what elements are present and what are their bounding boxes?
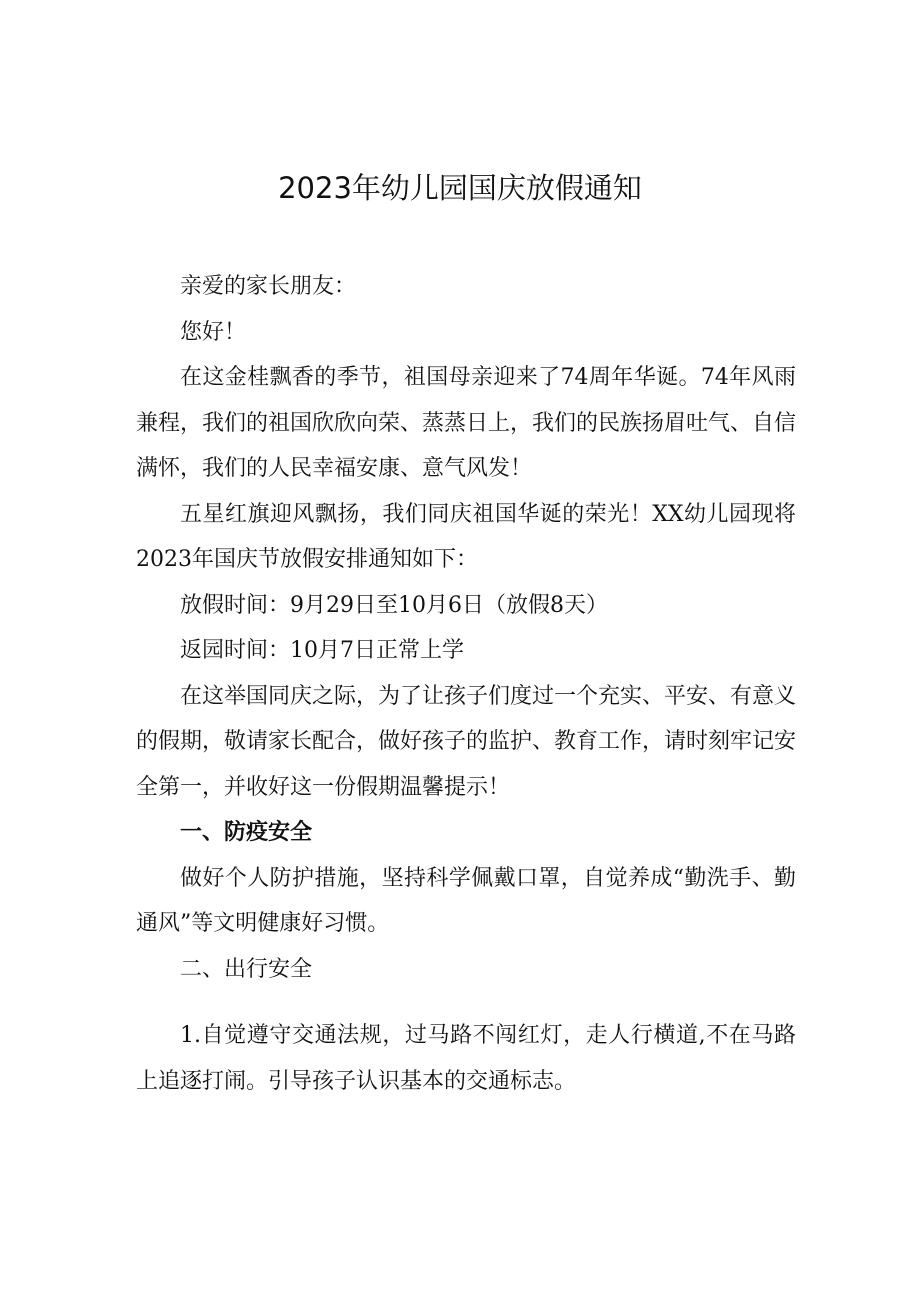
travel-item-1: 1.自觉遵守交通法规，过马路不闯红灯，走人行横道,不在马路上追逐打闹。引导孩子认识基本的交通标志。 bbox=[136, 1023, 796, 1094]
holiday-time: 放假时间：9月29日至10月6日（放假8天） bbox=[180, 592, 608, 618]
paragraph-reminder: 在这举国同庆之际，为了让孩子们度过一个充实、平安、有意义的假期，敬请家长配合，做好孩子的监护、教育工作，请时刻牢记安全第一，并收好这一份假期温馨提示！ bbox=[136, 683, 797, 800]
return-time: 返园时间：10月7日正常上学 bbox=[180, 638, 464, 663]
section-heading-travel: 二、出行安全 bbox=[180, 956, 313, 982]
greeting: 亲爱的家长朋友： bbox=[180, 274, 357, 299]
document-title: 2023年幼儿园国庆放假通知 bbox=[278, 171, 642, 205]
hello: 您好！ bbox=[180, 319, 247, 345]
section-text-epidemic: 做好个人防护措施，坚持科学佩戴口罩，自觉养成“勤洗手、勤通风”等文明健康好习惯。 bbox=[136, 865, 796, 936]
section-heading-epidemic: 一、防疫安全 bbox=[180, 820, 313, 845]
paragraph-announcement: 五星红旗迎风飘扬，我们同庆祖国华诞的荣光！XX幼儿园现将2023年国庆节放假安排通知如下： bbox=[136, 501, 796, 572]
paragraph-anniversary: 在这金桂飘香的季节，祖国母亲迎来了74周年华诞。74年风雨兼程，我们的祖国欣欣向荣、蒸蒸日上，我们的民族扬眉吐气、自信满怀，我们的人民幸福安康、意气风发！ bbox=[136, 365, 797, 481]
document-body bbox=[136, 264, 796, 1104]
